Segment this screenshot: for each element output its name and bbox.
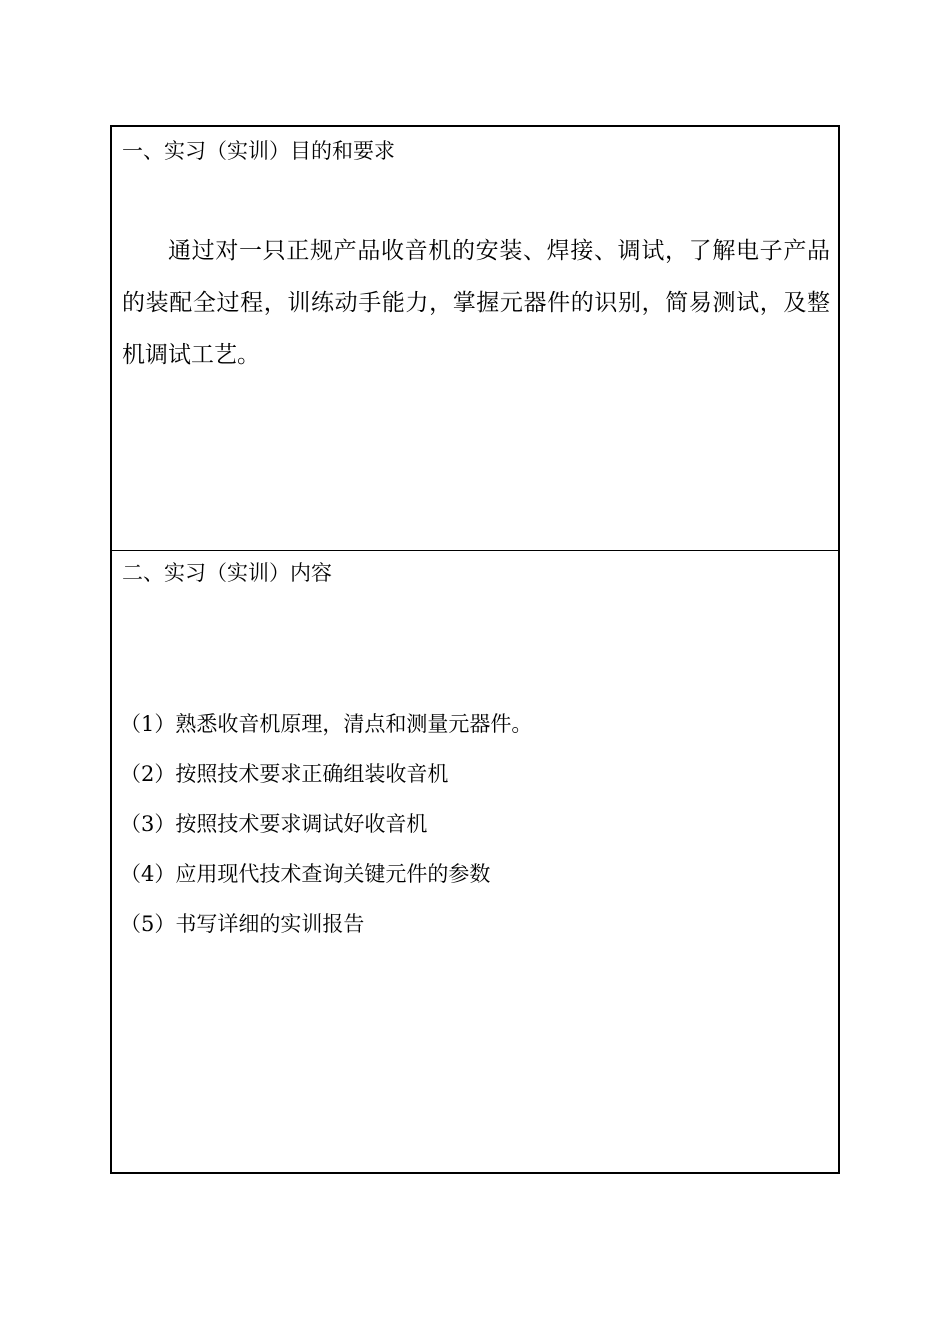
content-item: （3）按照技术要求调试好收音机: [120, 812, 428, 836]
content-section: [112, 551, 838, 1172]
content-list: [120, 699, 532, 949]
purpose-heading: 一、实习（实训）目的和要求: [122, 139, 395, 163]
content-item: （2）按照技术要求正确组装收音机: [120, 762, 449, 786]
content-item: （5）书写详细的实训报告: [120, 912, 365, 936]
purpose-section: [112, 127, 838, 551]
purpose-paragraph: 通过对一只正规产品收音机的安装、焊接、调试，了解电子产品的装配全过程，训练动手能力，掌握元器件的识别，简易测试，及整机调试工艺。: [122, 238, 830, 368]
content-item: （4）应用现代技术查询关键元件的参数: [120, 862, 491, 886]
content-heading: 二、实习（实训）内容: [122, 561, 332, 585]
report-form-table: [110, 125, 840, 1174]
content-item: （1）熟悉收音机原理，清点和测量元器件。: [120, 712, 533, 736]
